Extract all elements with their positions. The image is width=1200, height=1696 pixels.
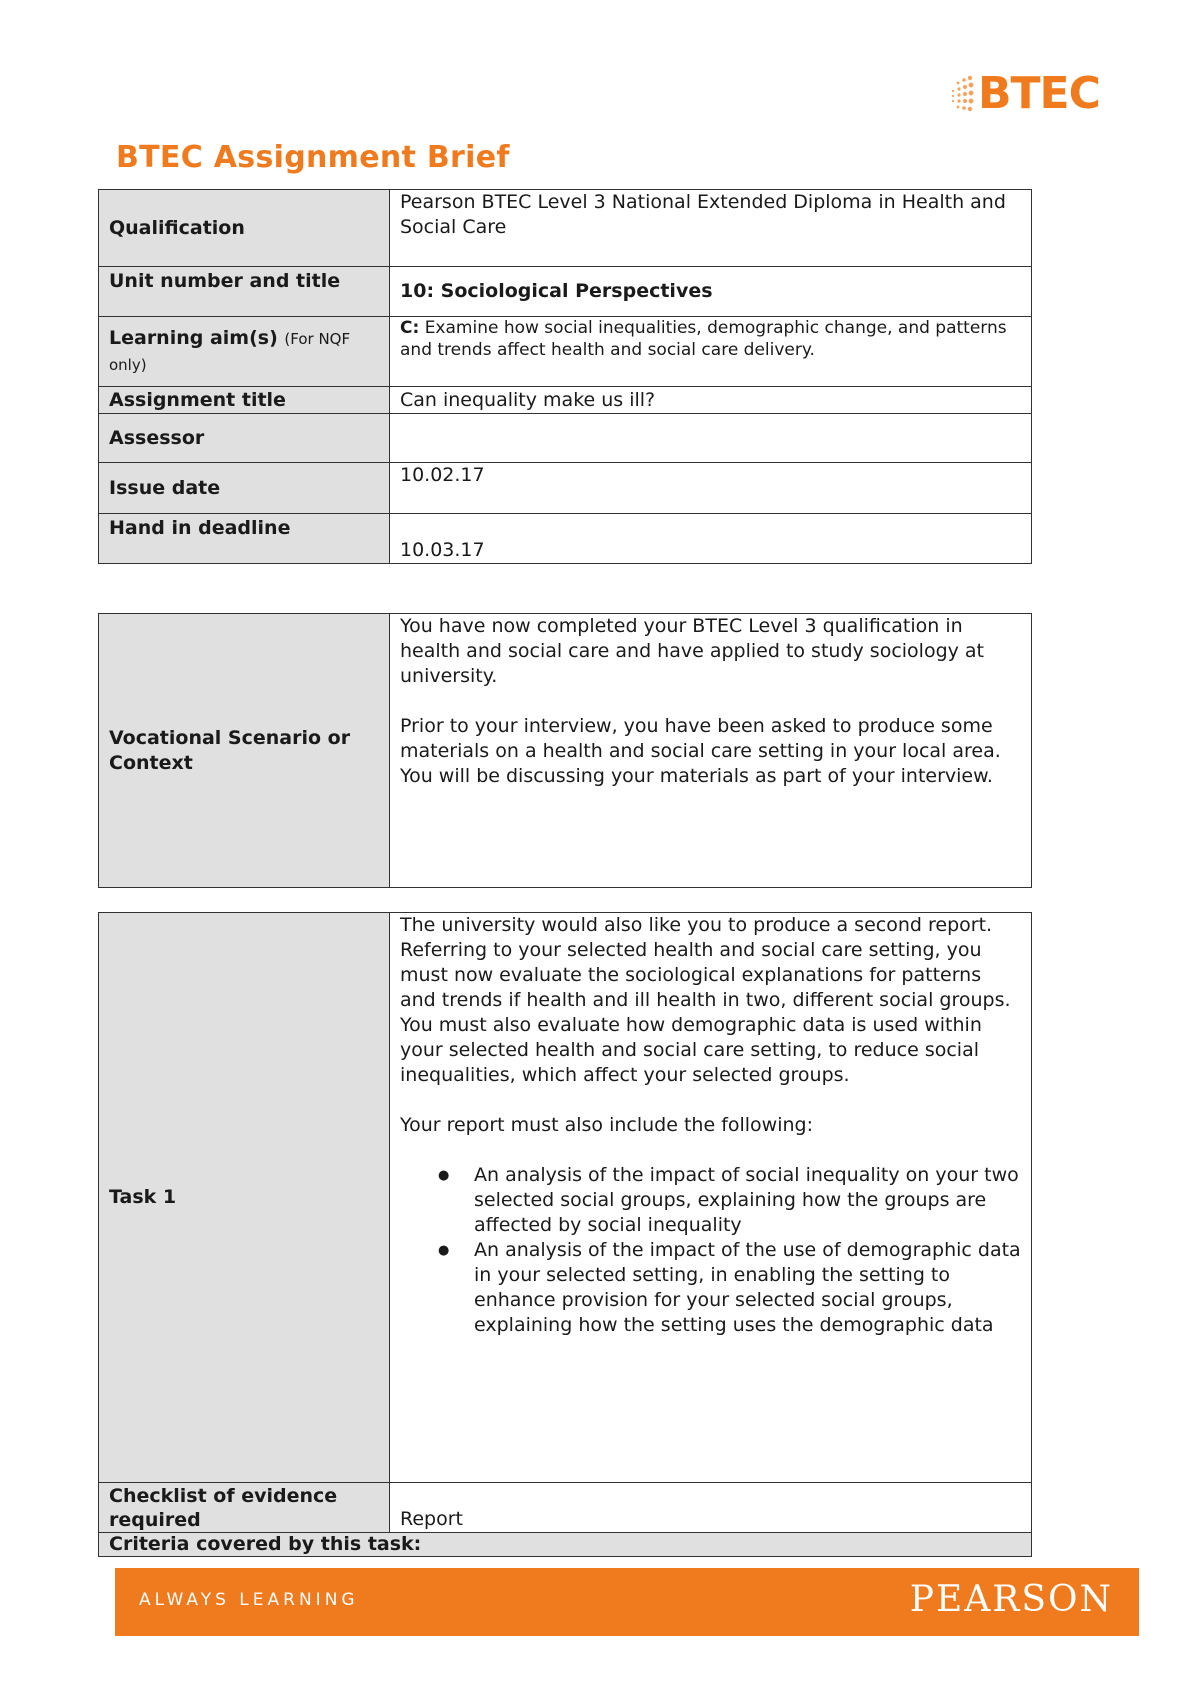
scenario-value-cell	[390, 614, 1032, 888]
unit-value: 10: Sociological Perspectives	[390, 267, 1032, 317]
checklist-value: Report	[390, 1483, 1032, 1533]
deadline-value: 10.03.17	[390, 514, 1032, 564]
aim-value-cell	[390, 317, 1032, 387]
assignment-title-value: Can inequality make us ill?	[390, 387, 1032, 414]
task-label: Task 1	[99, 913, 390, 1483]
task-paragraph-1: The university would also like you to produce a second report. Referring to your selected health and social care setting, you must now evaluate the sociological explanations for patterns and trends if health and ill health in two, different social groups. You must also evaluate how demographic data is used within your selected health and social care setting, to reduce social inequalities, which affect your selected groups.	[400, 914, 1011, 1086]
assessor-label: Assessor	[99, 414, 390, 463]
criteria-row	[99, 1533, 1032, 1557]
unit-label: Unit number and title	[99, 267, 390, 317]
deadline-row	[99, 514, 1032, 564]
assignment-title-row	[99, 387, 1032, 414]
aim-value: Examine how social inequalities, demographic change, and patterns and trends affect health and social care delivery.	[400, 318, 1007, 360]
issue-date-row	[99, 463, 1032, 514]
logo-dots-icon	[950, 72, 976, 116]
footer-tagline: ALWAYS LEARNING	[139, 1590, 359, 1610]
scenario-paragraph-1: You have now completed your BTEC Level 3 qualification in health and social care and have applied to study sociology at university.	[400, 615, 985, 687]
qualification-value: Pearson BTEC Level 3 National Extended Diploma in Health and Social Care	[390, 190, 1032, 267]
aim-label-note: (For NQF only)	[109, 329, 351, 374]
pearson-logo-text: PEARSON	[909, 1579, 1113, 1620]
task-bullet-1: ● An analysis of the impact of social inequality on your two selected social groups, explaining how the groups are affected by social inequality	[474, 1163, 1021, 1238]
task-table	[98, 912, 1032, 1557]
aim-label: Learning aim(s)	[109, 326, 278, 349]
assignment-title-label: Assignment title	[99, 387, 390, 414]
scenario-row	[99, 614, 1032, 888]
scenario-label: Vocational Scenario or Context	[99, 614, 390, 888]
assessor-value	[390, 414, 1032, 463]
aim-prefix: C:	[400, 318, 420, 338]
task-bullet-list	[400, 1163, 1021, 1338]
checklist-label: Checklist of evidence required	[99, 1483, 390, 1533]
details-table	[98, 189, 1032, 564]
issue-date-label: Issue date	[99, 463, 390, 514]
scenario-table	[98, 613, 1032, 888]
task-value-cell	[390, 913, 1032, 1483]
page-title: BTEC Assignment Brief	[116, 140, 510, 175]
criteria-label: Criteria covered by this task:	[99, 1533, 1032, 1557]
assessor-row	[99, 414, 1032, 463]
issue-date-value: 10.02.17	[390, 463, 1032, 514]
aim-label-cell	[99, 317, 390, 387]
unit-row	[99, 267, 1032, 317]
btec-logo	[950, 68, 1100, 119]
task-row	[99, 913, 1032, 1483]
qualification-label: Qualification	[99, 190, 390, 267]
qualification-row	[99, 190, 1032, 267]
task-bullet-2: ● An analysis of the impact of the use of demographic data in your selected setting, in enabling the setting to enhance provision for your selected social groups, explaining how the setting uses the demographic data	[474, 1238, 1021, 1338]
scenario-paragraph-2: Prior to your interview, you have been asked to produce some materials on a health and social care setting in your local area. You will be discussing your materials as part of your interview.	[400, 715, 1001, 787]
task-paragraph-2: Your report must also include the following:	[400, 1114, 814, 1136]
aim-row	[99, 317, 1032, 387]
deadline-label: Hand in deadline	[99, 514, 390, 564]
footer-banner	[115, 1568, 1139, 1636]
logo-text: BTEC	[978, 68, 1100, 119]
checklist-row	[99, 1483, 1032, 1533]
